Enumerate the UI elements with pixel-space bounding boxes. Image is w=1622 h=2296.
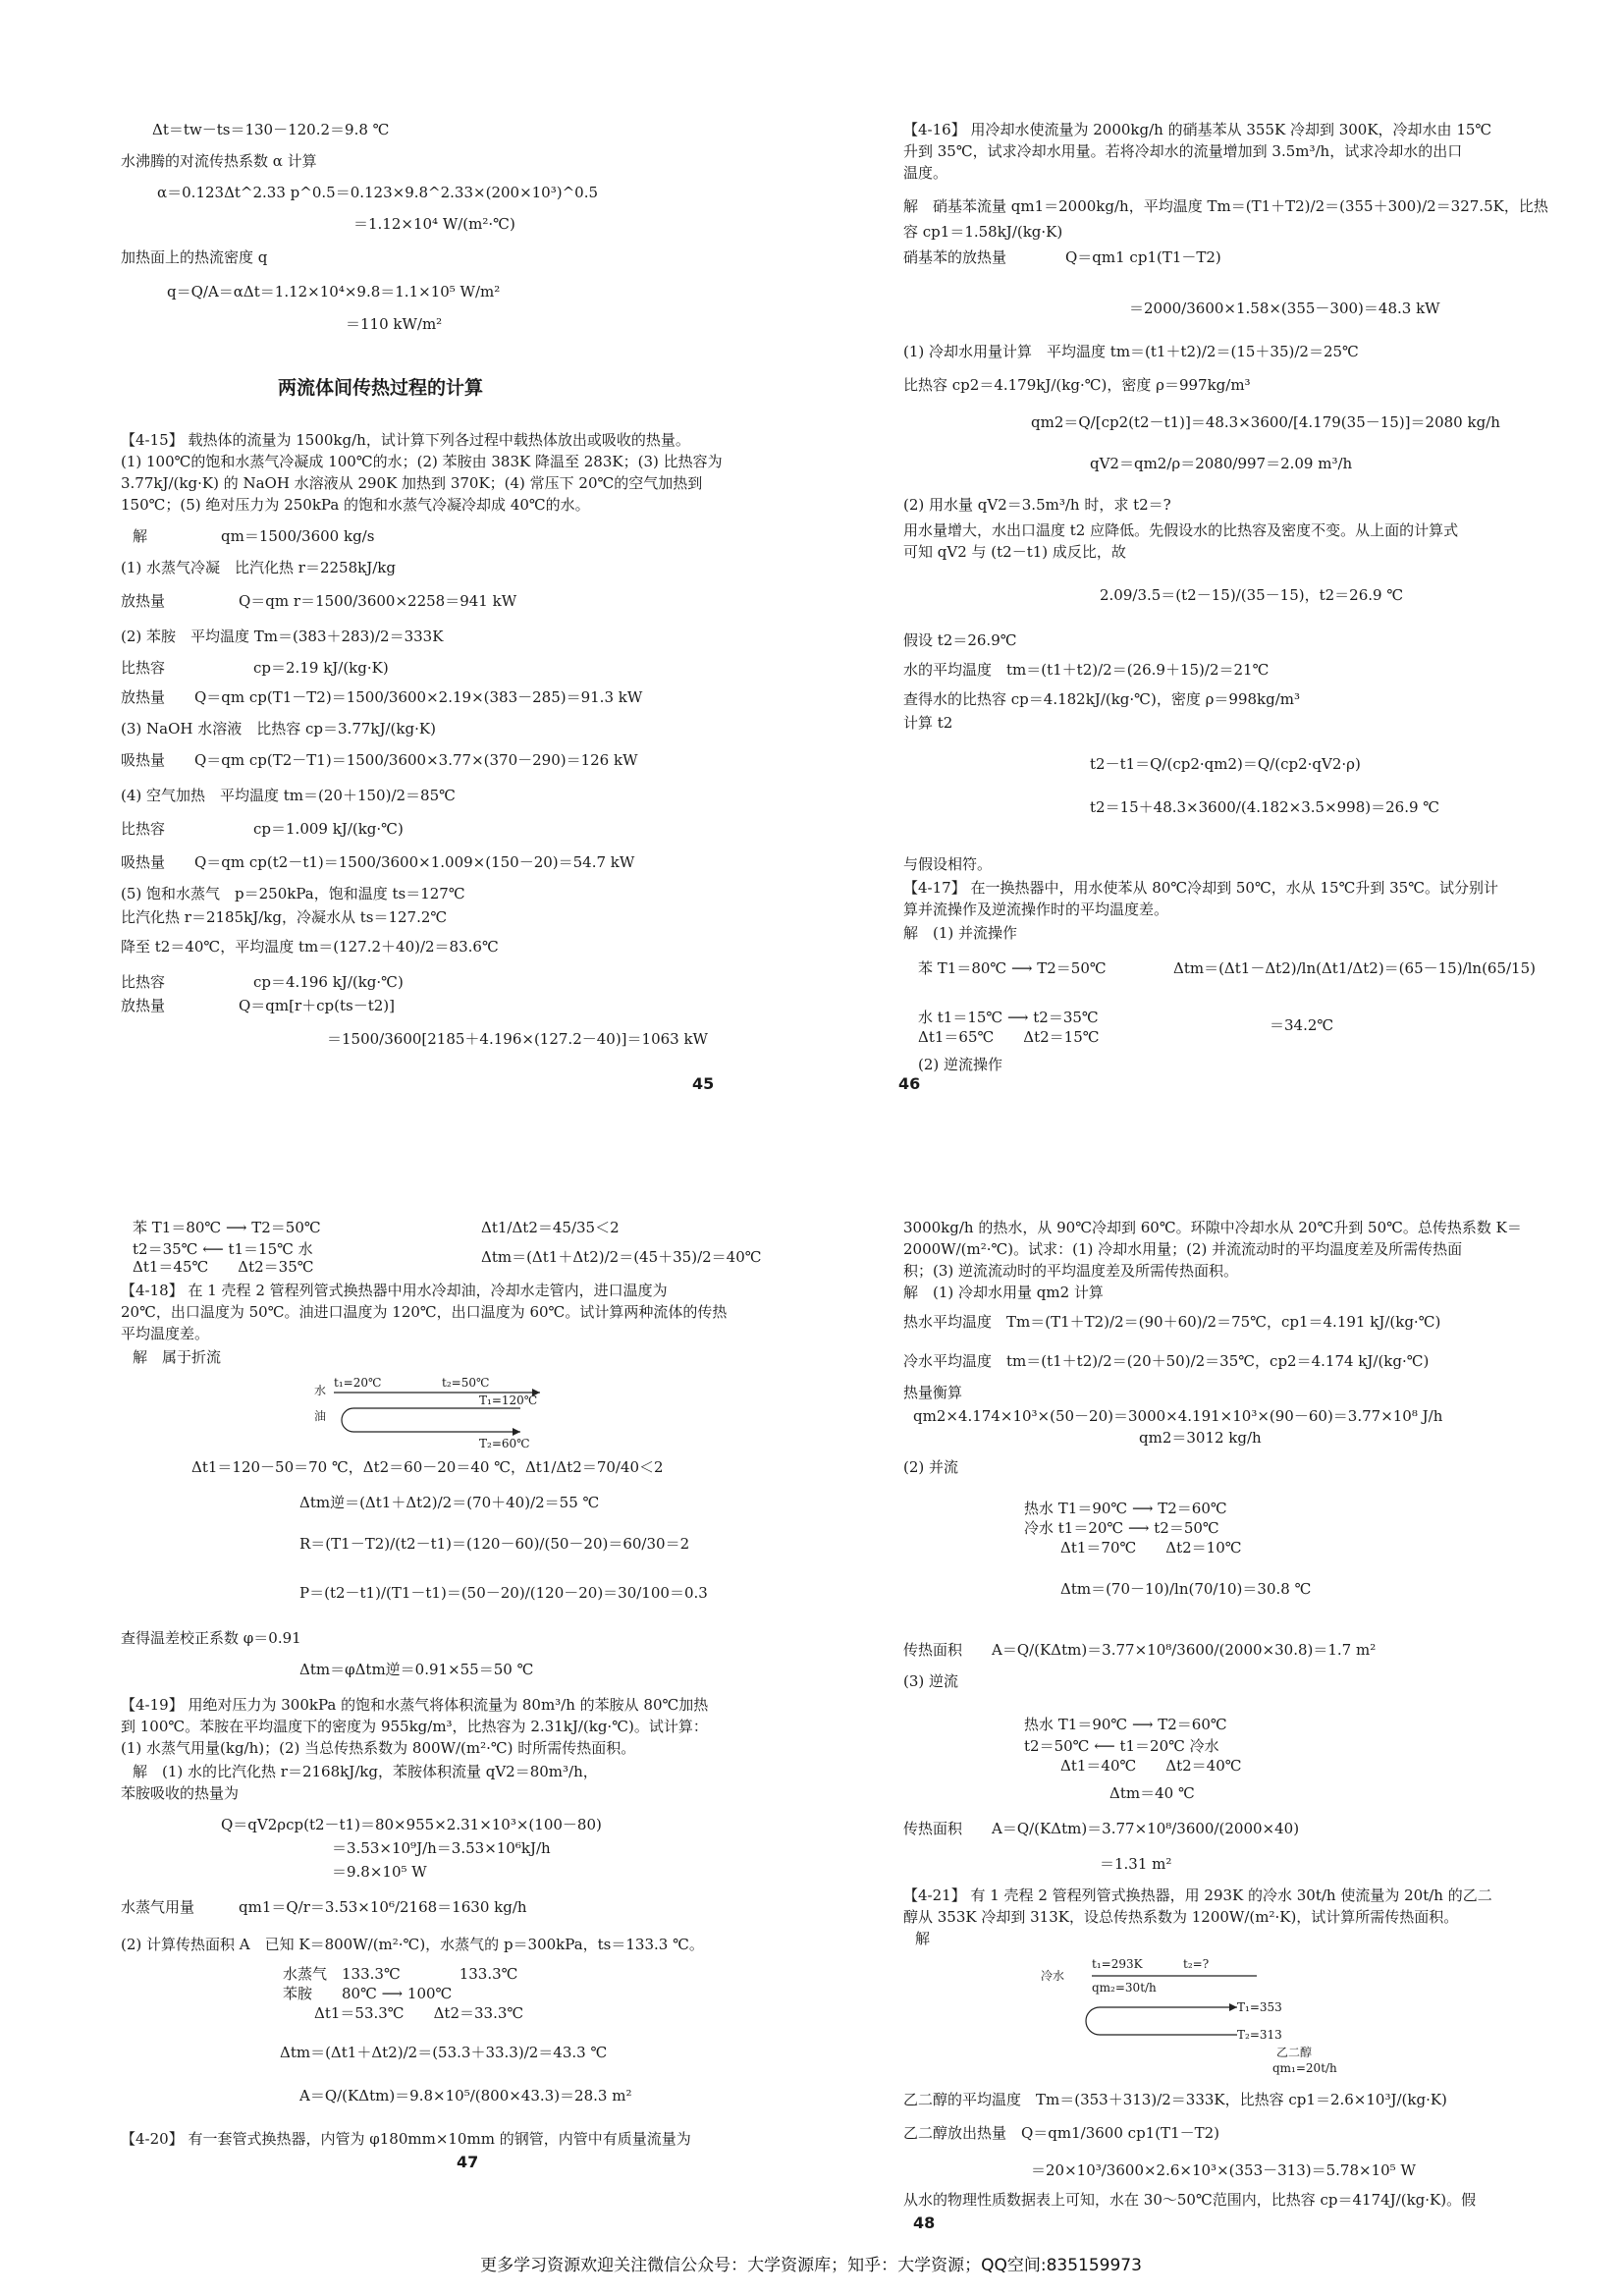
text-line: P＝(t2－t1)/(T1－t1)＝(50－20)/(120－20)＝30/100＝0.3	[299, 1584, 708, 1602]
text-line: Δtm＝(Δt1＋Δt2)/2＝(45＋35)/2＝40℃	[481, 1248, 762, 1266]
text-line: 用水量增大，水出口温度 t2 应降低。先假设水的比热容及密度不变。从上面的计算式	[903, 521, 1459, 539]
text-line: 查得温差校正系数 φ＝0.91	[121, 1629, 301, 1647]
text-line: 查得水的比热容 cp＝4.182kJ/(kg·℃)，密度 ρ＝998kg/m³	[903, 690, 1301, 708]
text-line: Δtm逆＝(Δt1＋Δt2)/2＝(70＋40)/2＝55 ℃	[299, 1494, 600, 1511]
text-line: Δt1＝70℃ Δt2＝10℃	[1060, 1539, 1242, 1557]
text-line: ＝2000/3600×1.58×(355－300)＝48.3 kW	[1129, 300, 1440, 317]
text-line: 温度。	[903, 164, 948, 182]
page-number: 48	[913, 2214, 936, 2232]
text-line: 苯胺吸收的热量为	[121, 1784, 240, 1802]
text-line: 计算 t2	[903, 714, 953, 732]
text-line: t2＝50℃ ⟵ t1＝20℃ 冷水	[1024, 1737, 1219, 1755]
text-line: 可知 qV2 与 (t2－t1) 成反比，故	[903, 543, 1126, 561]
text-line: 【4-20】 有一套管式换热器，内管为 φ180mm×10mm 的钢管，内管中有质量流量为	[121, 2130, 691, 2148]
text-line: 【4-18】 在 1 壳程 2 管程列管式换热器中用水冷却油，冷却水走管内，进口温度为	[121, 1282, 668, 1299]
text-line: R＝(T1－T2)/(t2－t1)＝(120－60)/(50－20)＝60/30＝2	[299, 1535, 690, 1553]
diagram-u-tube	[1086, 2007, 1237, 2035]
text-line: 平均温度差。	[121, 1325, 210, 1342]
diagram-T2-label: T₂=313	[1237, 2028, 1282, 2042]
text-line: 比汽化热 r＝2185kJ/kg，冷凝水从 ts＝127.2℃	[121, 908, 448, 926]
text-line: qm2×4.174×10³×(50－20)＝3000×4.191×10³×(90－60)＝3.77×10⁸ J/h	[913, 1407, 1443, 1425]
text-line: Δt1＝53.3℃ Δt2＝33.3℃	[314, 2004, 524, 2022]
text-line: t2＝35℃ ⟵ t1＝15℃ 水	[133, 1240, 313, 1258]
text-line: 容 cp1＝1.58kJ/(kg·K)	[903, 223, 1063, 241]
arrow-right-icon	[1229, 2003, 1237, 2011]
text-line: 醇从 353K 冷却到 313K，设总传热系数为 1200W/(m²·K)，试计算所需传热面积。	[903, 1908, 1459, 1926]
text-line: 20℃，出口温度为 50℃。油进口温度为 120℃，出口温度为 60℃。试计算两种流体的传热	[121, 1303, 728, 1321]
text-line: 解	[915, 1930, 931, 1947]
text-line: 【4-15】 载热体的流量为 1500kg/h，试计算下列各过程中载热体放出或吸收的热量。	[121, 431, 690, 449]
diagram-t1-label: t₁=20℃	[334, 1376, 382, 1390]
text-line: 降至 t2＝40℃，平均温度 tm＝(127.2＋40)/2＝83.6℃	[121, 938, 499, 956]
text-line: 放热量 Q＝qm r＝1500/3600×2258＝941 kW	[121, 592, 517, 610]
text-line: 150℃；(5) 绝对压力为 250kPa 的饱和水蒸气冷凝冷却成 40℃的水。	[121, 496, 590, 514]
text-line: (1) 冷却水用量计算 平均温度 tm＝(t1＋t2)/2＝(15＋35)/2＝25℃	[903, 343, 1359, 360]
text-line: 水蒸气 133.3℃ 133.3℃	[283, 1965, 518, 1983]
text-line: 算并流操作及逆流操作时的平均温度差。	[903, 901, 1169, 918]
text-line: 加热面上的热流密度 q	[121, 248, 268, 266]
text-line: (4) 空气加热 平均温度 tm＝(20＋150)/2＝85℃	[121, 787, 456, 804]
text-line: 放热量 Q＝qm cp(T1－T2)＝1500/3600×2.19×(383－285)＝91.3 kW	[121, 688, 643, 706]
diagram-u-tube	[342, 1408, 520, 1432]
text-line: 比热容 cp＝2.19 kJ/(kg·K)	[121, 659, 389, 677]
text-line: Δt1/Δt2＝45/35＜2	[481, 1219, 620, 1236]
text-line: 与假设相符。	[903, 855, 993, 873]
text-line: 水 t1＝15℃ ⟶ t2＝35℃	[918, 1009, 1099, 1026]
text-line: 乙二醇的平均温度 Tm＝(353＋313)/2＝333K，比热容 cp1＝2.6×10³J/(kg·K)	[903, 2091, 1447, 2108]
text-line: ＝1.31 m²	[1100, 1855, 1172, 1873]
text-line: A＝Q/(KΔtm)＝9.8×10⁵/(800×43.3)＝28.3 m²	[299, 2087, 632, 2105]
diagram-T1-label: T₁=353	[1237, 2000, 1282, 2014]
page-48	[835, 1178, 1620, 2288]
text-line: Δtm＝φΔtm逆＝0.91×55＝50 ℃	[299, 1661, 534, 1678]
text-line: Δt1＝45℃ Δt2＝35℃	[133, 1258, 314, 1276]
diagram-4-18	[314, 1373, 589, 1451]
text-line: (2) 逆流操作	[918, 1056, 1003, 1073]
diagram-qm2-label: qm₂=30t/h	[1092, 1981, 1157, 1995]
text-line: 比热容 cp2＝4.179kJ/(kg·℃)，密度 ρ＝997kg/m³	[903, 376, 1251, 394]
diagram-water-label: 冷水	[1041, 1969, 1065, 1983]
text-line: 乙二醇放出热量 Q＝qm1/3600 cp1(T1－T2)	[903, 2124, 1220, 2142]
diagram-t2-label: t₂=?	[1183, 1957, 1210, 1971]
text-line: Δtm＝(Δt1－Δt2)/ln(Δt1/Δt2)＝(65－15)/ln(65/15)	[1173, 959, 1536, 977]
text-line: ＝9.8×10⁵ W	[332, 1863, 427, 1881]
page-45	[20, 29, 805, 1139]
text-line: 冷水 t1＝20℃ ⟶ t2＝50℃	[1024, 1519, 1219, 1537]
text-line: (3) 逆流	[903, 1672, 959, 1690]
text-line: Q＝qV2ρcp(t2－t1)＝80×955×2.31×10³×(100－80)	[221, 1816, 602, 1833]
text-line: (5) 饱和水蒸气 p＝250kPa，饱和温度 ts＝127℃	[121, 885, 465, 902]
text-line: (2) 计算传热面积 A 已知 K＝800W/(m²·℃)，水蒸气的 p＝300kPa，ts＝133.3 ℃。	[121, 1936, 704, 1953]
page-number: 45	[692, 1074, 715, 1093]
text-line: 水蒸气用量 qm1＝Q/r＝3.53×10⁶/2168＝1630 kg/h	[121, 1898, 527, 1916]
text-line: ＝1.12×10⁴ W/(m²·℃)	[353, 215, 515, 233]
page-47	[20, 1178, 805, 2288]
text-line: 2000W/(m²·℃)。试求：(1) 冷却水用量；(2) 并流流动时的平均温度差及所需传热面	[903, 1240, 1463, 1258]
text-line: 从水的物理性质数据表上可知，水在 30～50℃范围内，比热容 cp＝4174J/(kg·K)。假	[903, 2191, 1477, 2209]
text-line: ＝20×10³/3600×2.6×10³×(353－313)＝5.78×10⁵ W	[1031, 2161, 1416, 2179]
diagram-qm1-label: qm₁=20t/h	[1272, 2061, 1337, 2075]
diagram-t1-label: t₁=293K	[1092, 1957, 1143, 1971]
text-line: 升到 35℃，试求冷却水用量。若将冷却水的流量增加到 3.5m³/h，试求冷却水的出口	[903, 142, 1463, 160]
text-line: 解 (1) 并流操作	[903, 924, 1018, 942]
text-line: 热水 T1＝90℃ ⟶ T2＝60℃	[1024, 1716, 1227, 1733]
text-line: 【4-17】 在一换热器中，用水使苯从 80℃冷却到 50℃，水从 15℃升到 35℃。试分别计	[903, 879, 1499, 897]
text-line: 比热容 cp＝1.009 kJ/(kg·℃)	[121, 820, 404, 838]
text-line: (2) 用水量 qV2＝3.5m³/h 时，求 t2＝?	[903, 496, 1171, 514]
text-line: Δtm＝(70－10)/ln(70/10)＝30.8 ℃	[1060, 1580, 1312, 1598]
text-line: t2＝15＋48.3×3600/(4.182×3.5×998)＝26.9 ℃	[1090, 798, 1440, 816]
text-line: 水的平均温度 tm＝(t1＋t2)/2＝(26.9＋15)/2＝21℃	[903, 661, 1270, 679]
text-line: 【4-21】 有 1 壳程 2 管程列管式换热器，用 293K 的冷水 30t/h 使流量为 20t/h 的乙二	[903, 1886, 1492, 1904]
text-line: ＝34.2℃	[1270, 1016, 1334, 1034]
text-line: ＝1500/3600[2185＋4.196×(127.2－40)]＝1063 kW	[327, 1030, 708, 1048]
text-line: Δtm＝40 ℃	[1109, 1784, 1195, 1802]
diagram-T2-label: T₂=60℃	[479, 1437, 530, 1450]
text-line: 苯 T1＝80℃ ⟶ T2＝50℃	[133, 1219, 321, 1236]
text-line: (3) NaOH 水溶液 比热容 cp＝3.77kJ/(kg·K)	[121, 720, 436, 738]
text-line: 解 硝基苯流量 qm1＝2000kg/h，平均温度 Tm＝(T1＋T2)/2＝(355＋300)/2＝327.5K，比热	[903, 197, 1548, 215]
text-line: Δt＝tw－ts＝130－120.2＝9.8 ℃	[152, 121, 390, 138]
text-line: qV2＝qm2/ρ＝2080/997＝2.09 m³/h	[1090, 455, 1353, 472]
text-line: 解 (1) 水的比汽化热 r＝2168kJ/kg，苯胺体积流量 qV2＝80m³/h，	[133, 1763, 598, 1780]
text-line: (1) 水蒸气冷凝 比汽化热 r＝2258kJ/kg	[121, 559, 396, 576]
text-line: ＝110 kW/m²	[346, 315, 443, 333]
text-line: (2) 并流	[903, 1458, 959, 1476]
text-line: Δt1＝40℃ Δt2＝40℃	[1060, 1757, 1242, 1775]
text-line: 苯胺 80℃ ⟶ 100℃	[283, 1985, 453, 2002]
text-line: 吸热量 Q＝qm cp(T2－T1)＝1500/3600×3.77×(370－290)＝126 kW	[121, 751, 638, 769]
section-title: 两流体间传热过程的计算	[278, 377, 484, 399]
text-line: 解 属于折流	[133, 1348, 222, 1366]
diagram-t2-label: t₂=50℃	[442, 1376, 490, 1390]
text-line: 比热容 cp＝4.196 kJ/(kg·℃)	[121, 973, 404, 991]
text-line: 热水平均温度 Tm＝(T1＋T2)/2＝(90＋60)/2＝75℃，cp1＝4.191 kJ/(kg·℃)	[903, 1313, 1441, 1331]
diagram-T1-label: T₁=120℃	[479, 1394, 538, 1407]
text-line: 3000kg/h 的热水，从 90℃冷却到 60℃。环隙中冷却水从 20℃升到 50℃。总传热系数 K＝	[903, 1219, 1522, 1236]
text-line: 传热面积 A＝Q/(KΔtm)＝3.77×10⁸/3600/(2000×40)	[903, 1820, 1300, 1837]
text-line: 热水 T1＝90℃ ⟶ T2＝60℃	[1024, 1500, 1227, 1517]
text-line: Δt1＝65℃ Δt2＝15℃	[918, 1028, 1100, 1046]
text-line: (1) 100℃的饱和水蒸气冷凝成 100℃的水；(2) 苯胺由 383K 降温至 283K；(3) 比热容为	[121, 453, 723, 470]
text-line: 到 100℃。苯胺在平均温度下的密度为 955kg/m³，比热容为 2.31kJ/(kg·℃)。试计算：	[121, 1718, 708, 1735]
text-line: Δtm＝(Δt1＋Δt2)/2＝(53.3＋33.3)/2＝43.3 ℃	[280, 2044, 608, 2061]
text-line: 热量衡算	[903, 1384, 963, 1401]
text-line: α＝0.123Δt^2.33 p^0.5＝0.123×9.8^2.33×(200×10³)^0.5	[157, 184, 599, 201]
text-line: 解 qm＝1500/3600 kg/s	[133, 527, 375, 545]
text-line: 硝基苯的放热量 Q＝qm1 cp1(T1－T2)	[903, 248, 1221, 266]
text-line: 【4-16】 用冷却水使流量为 2000kg/h 的硝基苯从 355K 冷却到 300K，冷却水由 15℃	[903, 121, 1492, 138]
diagram-4-21	[1041, 1950, 1345, 2078]
text-line: 解 (1) 冷却水用量 qm2 计算	[903, 1284, 1104, 1301]
page-46	[835, 29, 1620, 1139]
text-line: 放热量 Q＝qm[r＋cp(ts－t2)]	[121, 997, 396, 1014]
diagram-glycol-label: 乙二醇	[1276, 2046, 1313, 2059]
text-line: 【4-19】 用绝对压力为 300kPa 的饱和水蒸气将体积流量为 80m³/h 的苯胺从 80℃加热	[121, 1696, 709, 1714]
diagram-oil-label: 油	[314, 1409, 327, 1423]
text-line: 苯 T1＝80℃ ⟶ T2＝50℃	[918, 959, 1107, 977]
diagram-water-label: 水	[314, 1384, 327, 1397]
arrow-right-icon	[513, 1428, 520, 1436]
text-line: 积；(3) 逆流流动时的平均温度差及所需传热面积。	[903, 1262, 1239, 1280]
text-line: 吸热量 Q＝qm cp(t2－t1)＝1500/3600×1.009×(150－20)＝54.7 kW	[121, 853, 635, 871]
footer-watermark: 更多学习资源欢迎关注微信公众号：大学资源库；知乎：大学资源；QQ空间:835159973	[480, 2256, 1142, 2275]
text-line: qm2＝3012 kg/h	[1139, 1429, 1262, 1447]
text-line: t2－t1＝Q/(cp2·qm2)＝Q/(cp2·qV2·ρ)	[1090, 755, 1361, 773]
text-line: 3.77kJ/(kg·K) 的 NaOH 水溶液从 290K 加热到 370K；(4) 常压下 20℃的空气加热到	[121, 474, 703, 492]
text-line: (1) 水蒸气用量(kg/h)；(2) 当总传热系数为 800W/(m²·℃) 时所需传热面积。	[121, 1739, 636, 1757]
text-line: 水沸腾的对流传热系数 α 计算	[121, 152, 317, 170]
page-number: 46	[898, 1074, 921, 1093]
text-line: Δt1＝120－50＝70 ℃，Δt2＝60－20＝40 ℃，Δt1/Δt2＝70/40＜2	[191, 1458, 664, 1476]
text-line: 冷水平均温度 tm＝(t1＋t2)/2＝(20＋50)/2＝35℃，cp2＝4.174 kJ/(kg·℃)	[903, 1352, 1430, 1370]
text-line: (2) 苯胺 平均温度 Tm＝(383＋283)/2＝333K	[121, 628, 444, 645]
page-number: 47	[457, 2153, 479, 2171]
text-line: 2.09/3.5＝(t2－15)/(35－15)，t2＝26.9 ℃	[1100, 586, 1404, 604]
text-line: q＝Q/A＝αΔt＝1.12×10⁴×9.8＝1.1×10⁵ W/m²	[167, 283, 501, 301]
text-line: 传热面积 A＝Q/(KΔtm)＝3.77×10⁸/3600/(2000×30.8)＝1.7 m²	[903, 1641, 1377, 1659]
text-line: ＝3.53×10⁹J/h＝3.53×10⁶kJ/h	[332, 1839, 551, 1857]
text-line: qm2＝Q/[cp2(t2－t1)]＝48.3×3600/[4.179(35－15)]＝2080 kg/h	[1031, 413, 1500, 431]
text-line: 假设 t2＝26.9℃	[903, 631, 1017, 649]
